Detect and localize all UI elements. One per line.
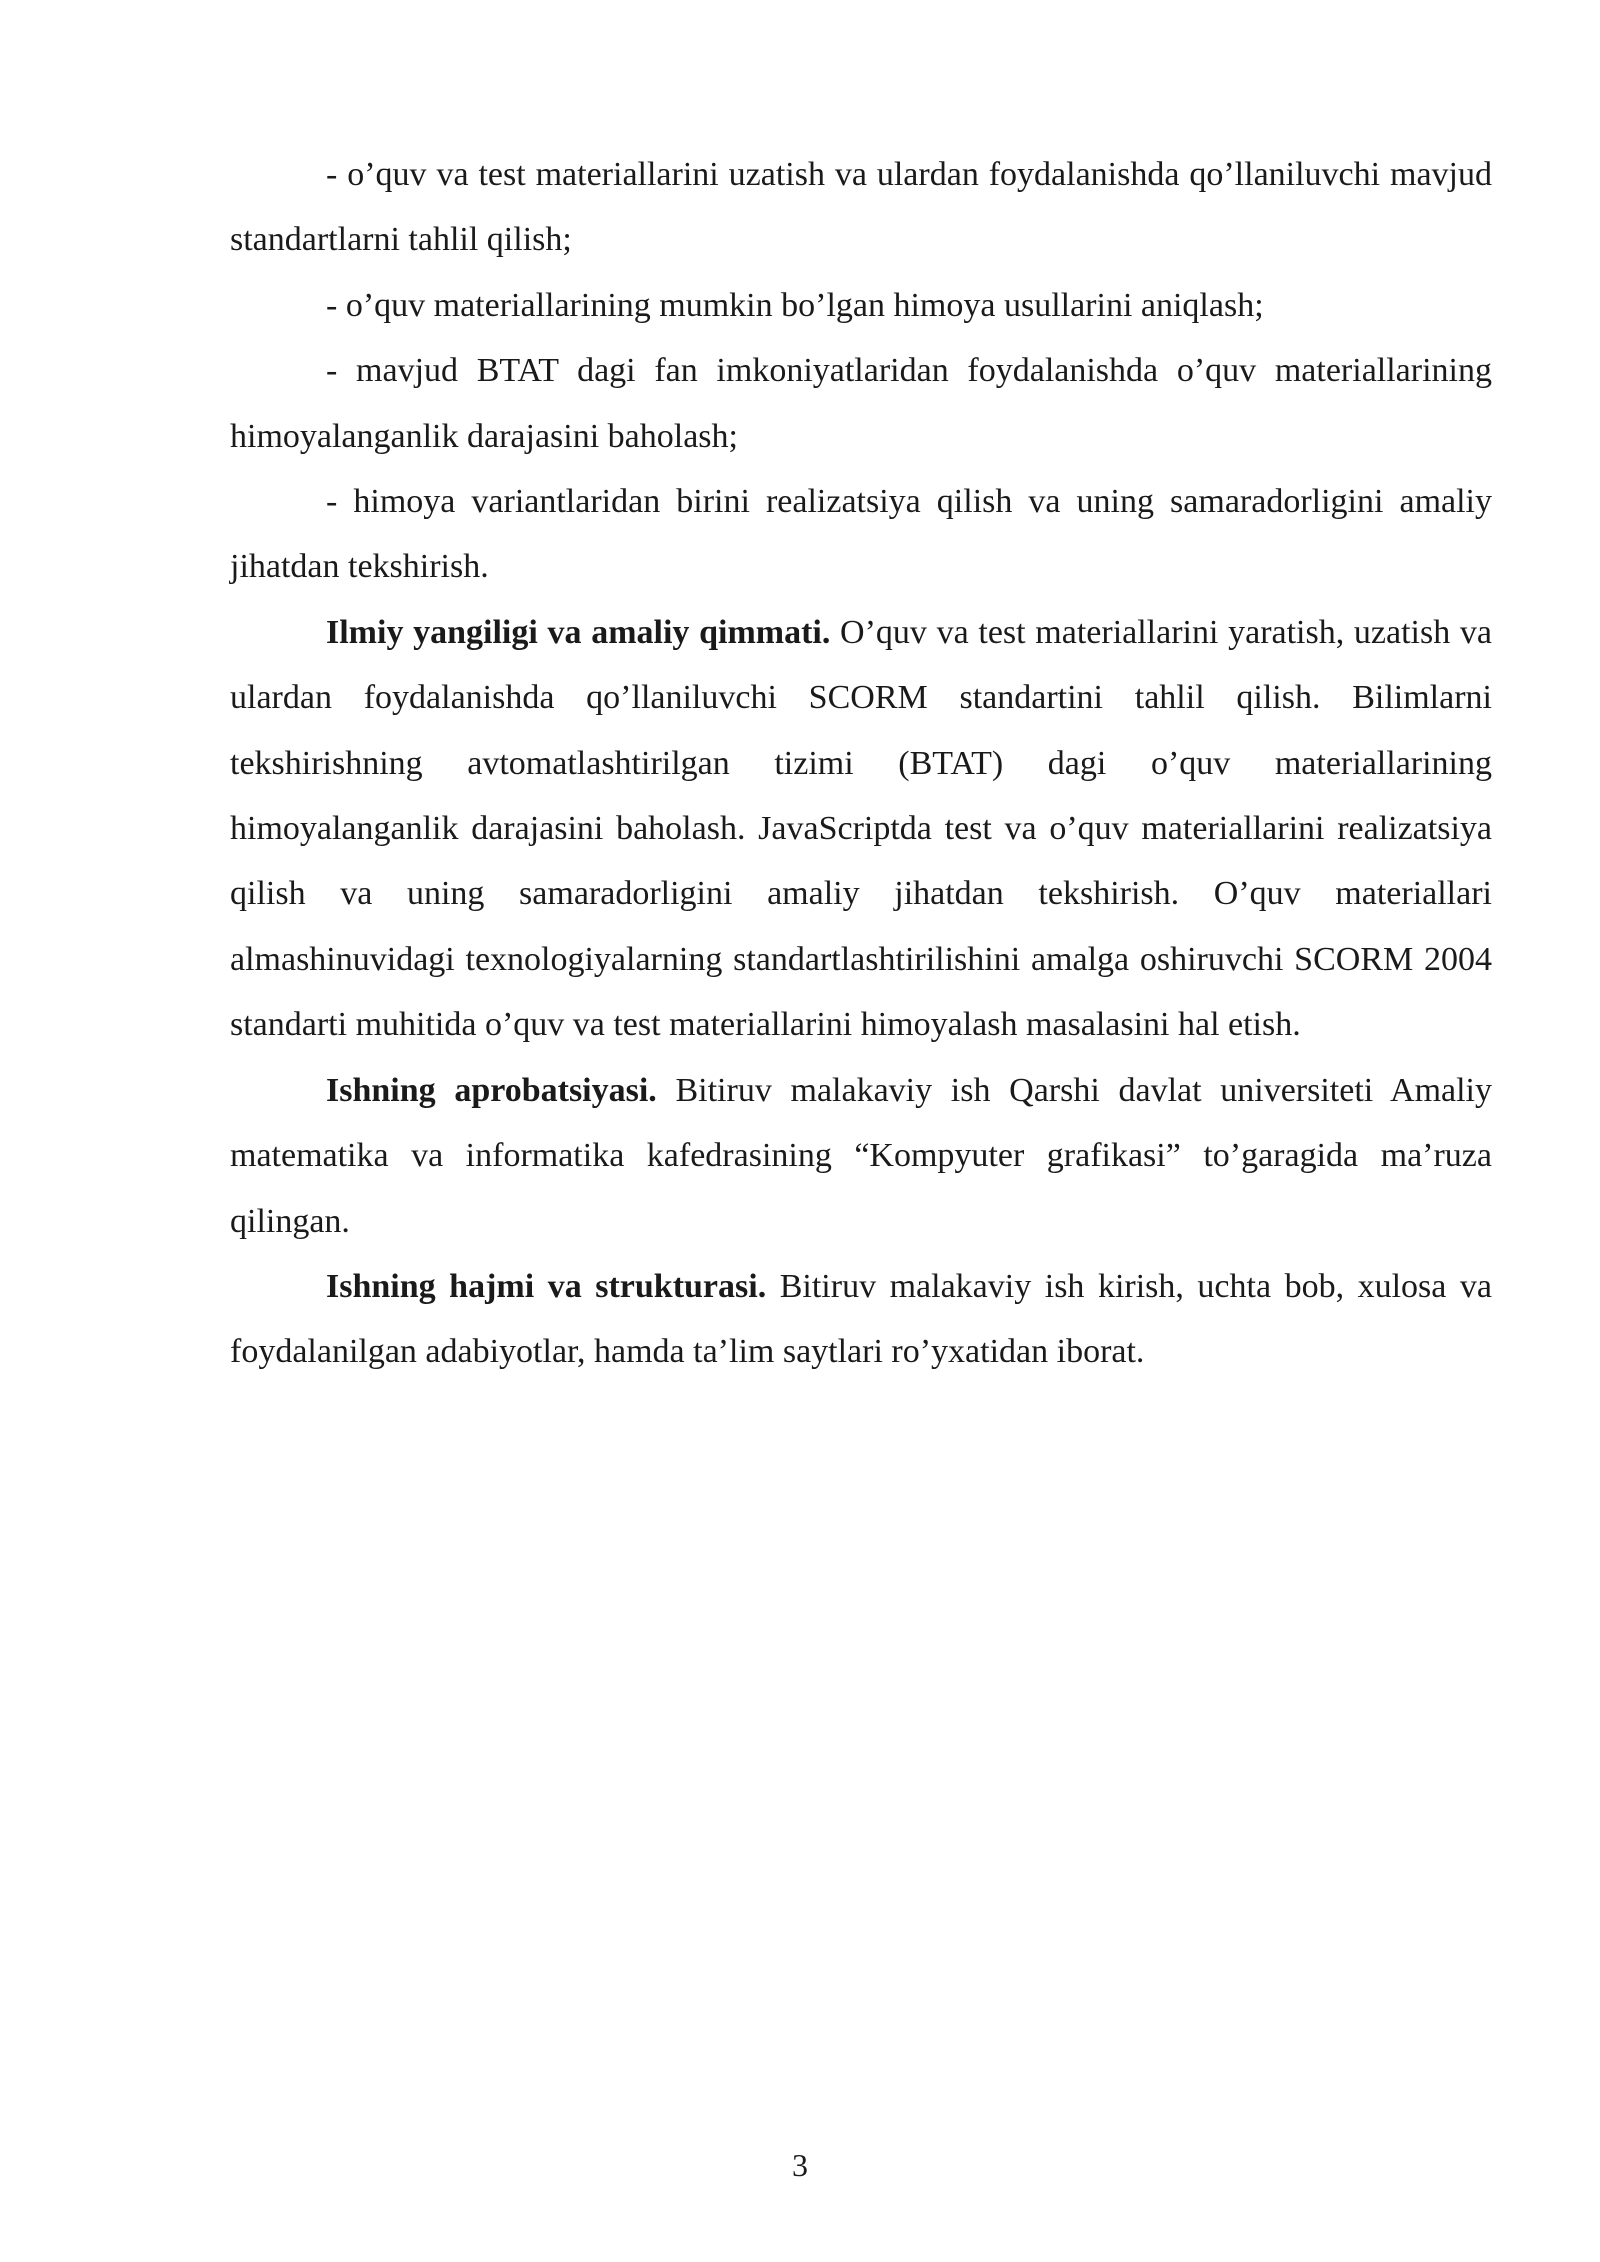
section-structure-text: Bitiruv malakaviy ish kirish, uchta bob, xulosa va foydalanilgan adabiyotlar, hamda ta’lim saytlari ro’yxatidan iborat.	[230, 1267, 1493, 1371]
section-novelty	[230, 600, 1492, 1058]
page-body	[230, 142, 1492, 1385]
page-number: 3	[792, 2147, 808, 2183]
section-approbation-text: Bitiruv malakaviy ish Qarshi davlat universiteti Amaliy matematika va informatika kafedrasining “Kompyuter grafikasi” to’garagida ma’ruza qilingan.	[230, 1071, 1493, 1240]
section-novelty-heading: Ilmiy yangiligi va amaliy qimmati.	[326, 613, 831, 651]
section-novelty-text: O’quv va test materiallarini yaratish, uzatish va ulardan foydalanishda qo’llaniluvchi SCORM standartini tahlil qilish. Bilimlarni tekshirishning avtomatlashtirilgan tizimi (BTAT) dagi o’quv materiallarining himoyalanganlik darajasini baholash. JavaScriptda test va o’quv materiallarini realizatsiya qilish va uning samaradorligini amaliy jihatdan tekshirish. O’quv materiallari almashinuvidagi texnologiyalarning standartlashtirilishini amalga oshiruvchi SCORM 2004 standarti muhitida o’quv va test materiallarini himoyalash masalasini hal etish.	[230, 613, 1493, 1044]
section-structure	[230, 1254, 1492, 1385]
section-approbation-heading: Ishning aprobatsiyasi.	[326, 1071, 657, 1109]
bullet-protection-methods: - o’quv materiallarining mumkin bo’lgan himoya usullarini aniqlash;	[326, 286, 1264, 324]
section-structure-heading: Ishning hajmi va strukturasi.	[326, 1267, 767, 1305]
bullet-implementation: - himoya variantlaridan birini realizatsiya qilish va uning samaradorligini amaliy jihatdan tekshirish.	[230, 483, 1492, 586]
section-approbation	[230, 1058, 1492, 1254]
bullet-protection-level: - mavjud BTAT dagi fan imkoniyatlaridan foydalanishda o’quv materiallarining himoyalanganlik darajasini baholash;	[230, 352, 1492, 455]
bullet-analyze-standards: - o’quv va test materiallarini uzatish va ulardan foydalanishda qo’llaniluvchi mavjud standartlarni tahlil qilish;	[230, 156, 1492, 259]
